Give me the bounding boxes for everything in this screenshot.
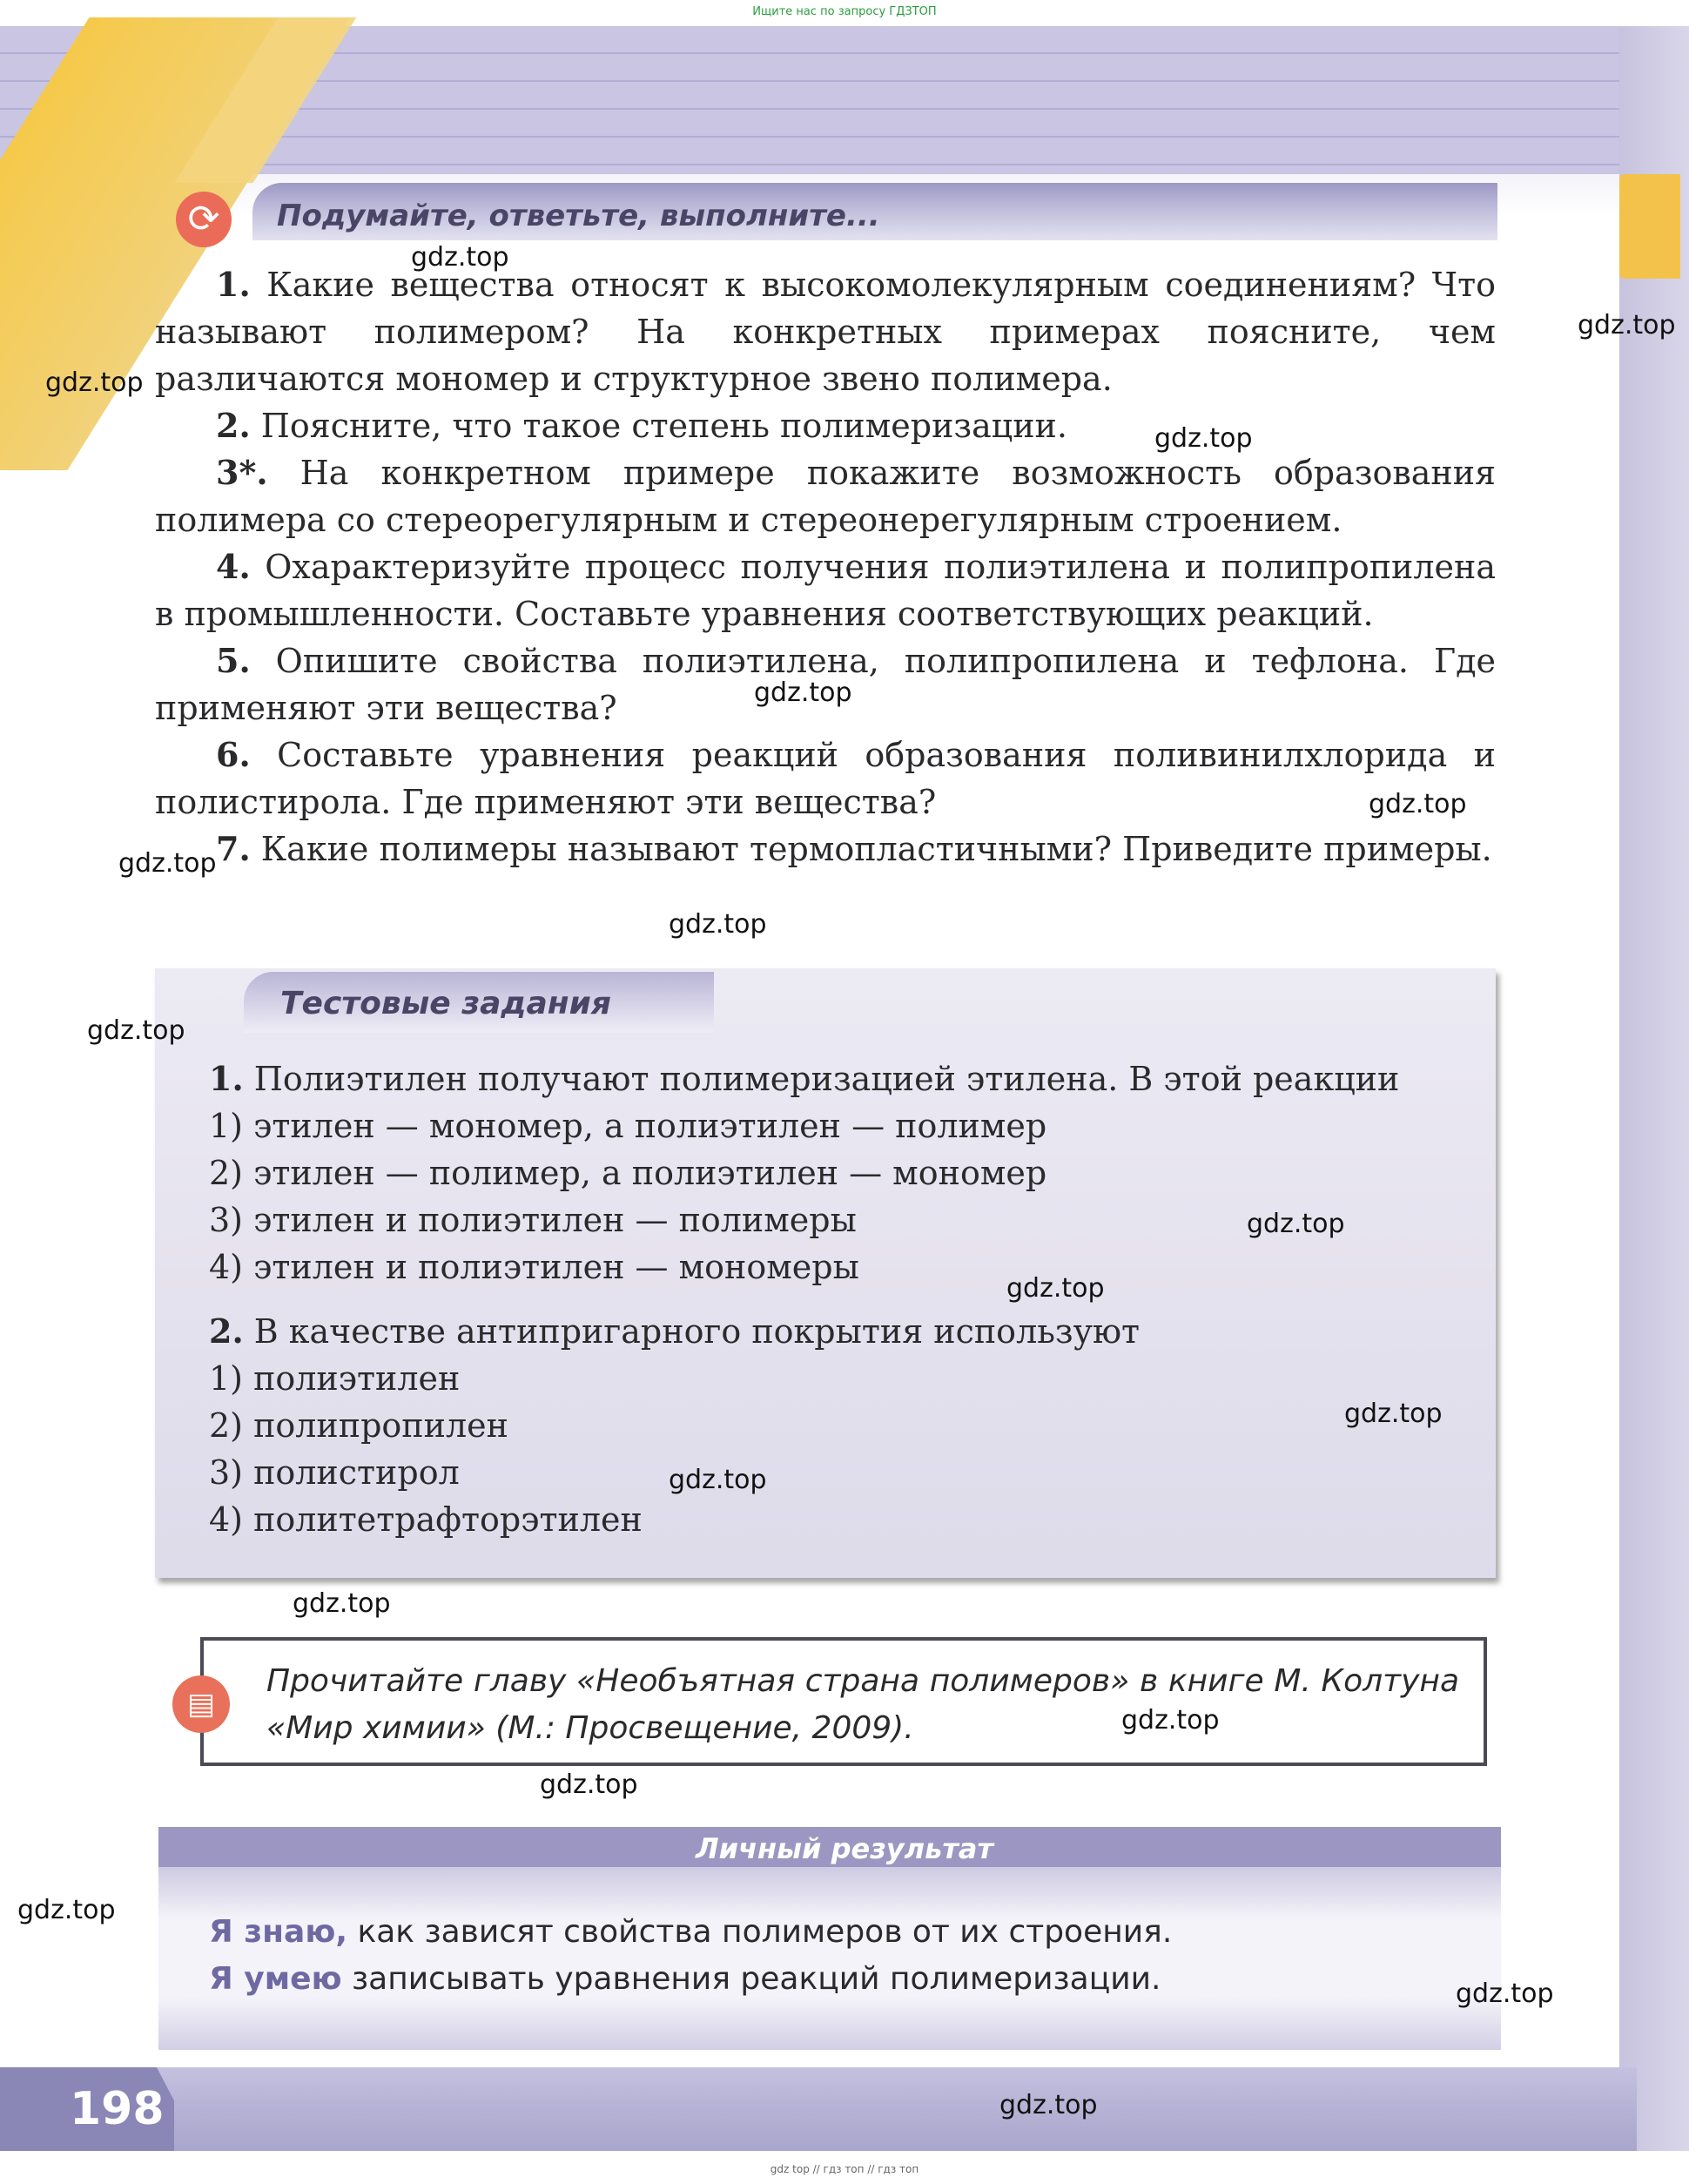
book-icon: ▤ (172, 1675, 230, 1733)
question-item: 3*. На конкретном примере покажите возможность образования полимера со стереорегулярным и стереонерегулярным строением. (155, 453, 1496, 539)
result-line-know: Я знаю, как зависят свойства полимеров от их строения. (209, 1914, 1173, 1950)
test-option: 4) политетрафторэтилен (209, 1500, 643, 1539)
watermark-top: Ищите нас по запросу ГДЗТОП (752, 5, 937, 18)
watermark-label: gdz.top (293, 1588, 391, 1619)
question-item: 4. Охарактеризуйте процесс получения полиэтилена и полипропилена в промышленности. Составьте уравнения соответствующих реакций. (155, 547, 1496, 633)
refresh-icon: ⟳ (176, 192, 232, 247)
watermark-label: gdz.top (1578, 310, 1676, 340)
result-line-can: Я умею записывать уравнения реакций полимеризации. (209, 1961, 1161, 1997)
watermark-label: gdz.top (1369, 789, 1467, 819)
question-item: 5. Опишите свойства полиэтилена, полипропилена и тефлона. Где применяют эти вещества? (155, 641, 1496, 727)
test-option: 2) этилен — полимер, а полиэтилен — мономер (209, 1154, 1047, 1192)
watermark-label: gdz.top (669, 909, 767, 940)
watermark-label: gdz.top (1006, 1273, 1105, 1304)
test-option: 3) этилен и полиэтилен — полимеры (209, 1201, 857, 1239)
watermark-label: gdz.top (1456, 1978, 1554, 2009)
watermark-label: gdz.top (1344, 1399, 1443, 1429)
test-question: 1. Полиэтилен получают полимеризацией этилена. В этой реакции (209, 1059, 1400, 1098)
result-panel (158, 1867, 1501, 2050)
watermark-label: gdz.top (17, 1895, 116, 1925)
test-question: 2. В качестве антипригарного покрытия используют (209, 1311, 1141, 1351)
question-item: 1. Какие вещества относят к высокомолекулярным соединениям? Что называют полимером? На конкретных примерах поясните, чем различаются мономер и структурное звено полимера. (155, 265, 1496, 398)
watermark-label: gdz.top (1247, 1209, 1345, 1239)
watermark-label: gdz.top (118, 848, 217, 879)
questions-list (155, 261, 1496, 873)
chapter-tab (1619, 174, 1680, 279)
tests-content (209, 1055, 1463, 1543)
watermark-label: gdz.top (87, 1015, 185, 1046)
reading-text: Прочитайте главу «Необъятная страна полимеров» в книге М. Колтуна «Мир химии» (М.: Просвещение, 2009). (266, 1663, 1459, 1746)
watermark-label: gdz.top (669, 1465, 767, 1495)
test-option: 4) этилен и полиэтилен — мономеры (209, 1248, 859, 1286)
test-option: 2) полипропилен (209, 1406, 508, 1445)
tests-title: Тестовые задания (280, 986, 611, 1021)
page-number: 198 (70, 2083, 165, 2135)
test-option: 1) полиэтилен (209, 1359, 461, 1398)
watermark-label: gdz.top (999, 2090, 1098, 2120)
question-item: 7. Какие полимеры называют термопластичными? Приведите примеры. (216, 829, 1492, 868)
watermark-label: gdz.top (411, 242, 509, 273)
section-title: Подумайте, ответьте, выполните... (277, 199, 880, 233)
test-option: 3) полистирол (209, 1453, 460, 1492)
watermark-label: gdz.top (754, 677, 852, 708)
test-option: 1) этилен — мономер, а полиэтилен — полимер (209, 1107, 1047, 1145)
footer-band (0, 2067, 1637, 2151)
watermark-label: gdz.top (540, 1769, 638, 1800)
watermark-label: gdz.top (1121, 1705, 1220, 1736)
watermark-label: gdz.top (45, 367, 144, 398)
watermark-bottom: gdz top // гдз топ // гдз топ (770, 2163, 919, 2175)
result-title: Личный результат (696, 1832, 993, 1865)
question-item: 6. Составьте уравнения реакций образования поливинилхлорида и полистирола. Где применяют эти вещества? (155, 735, 1496, 821)
question-item: 2. Поясните, что такое степень полимеризации. (216, 406, 1067, 445)
watermark-label: gdz.top (1154, 423, 1253, 454)
